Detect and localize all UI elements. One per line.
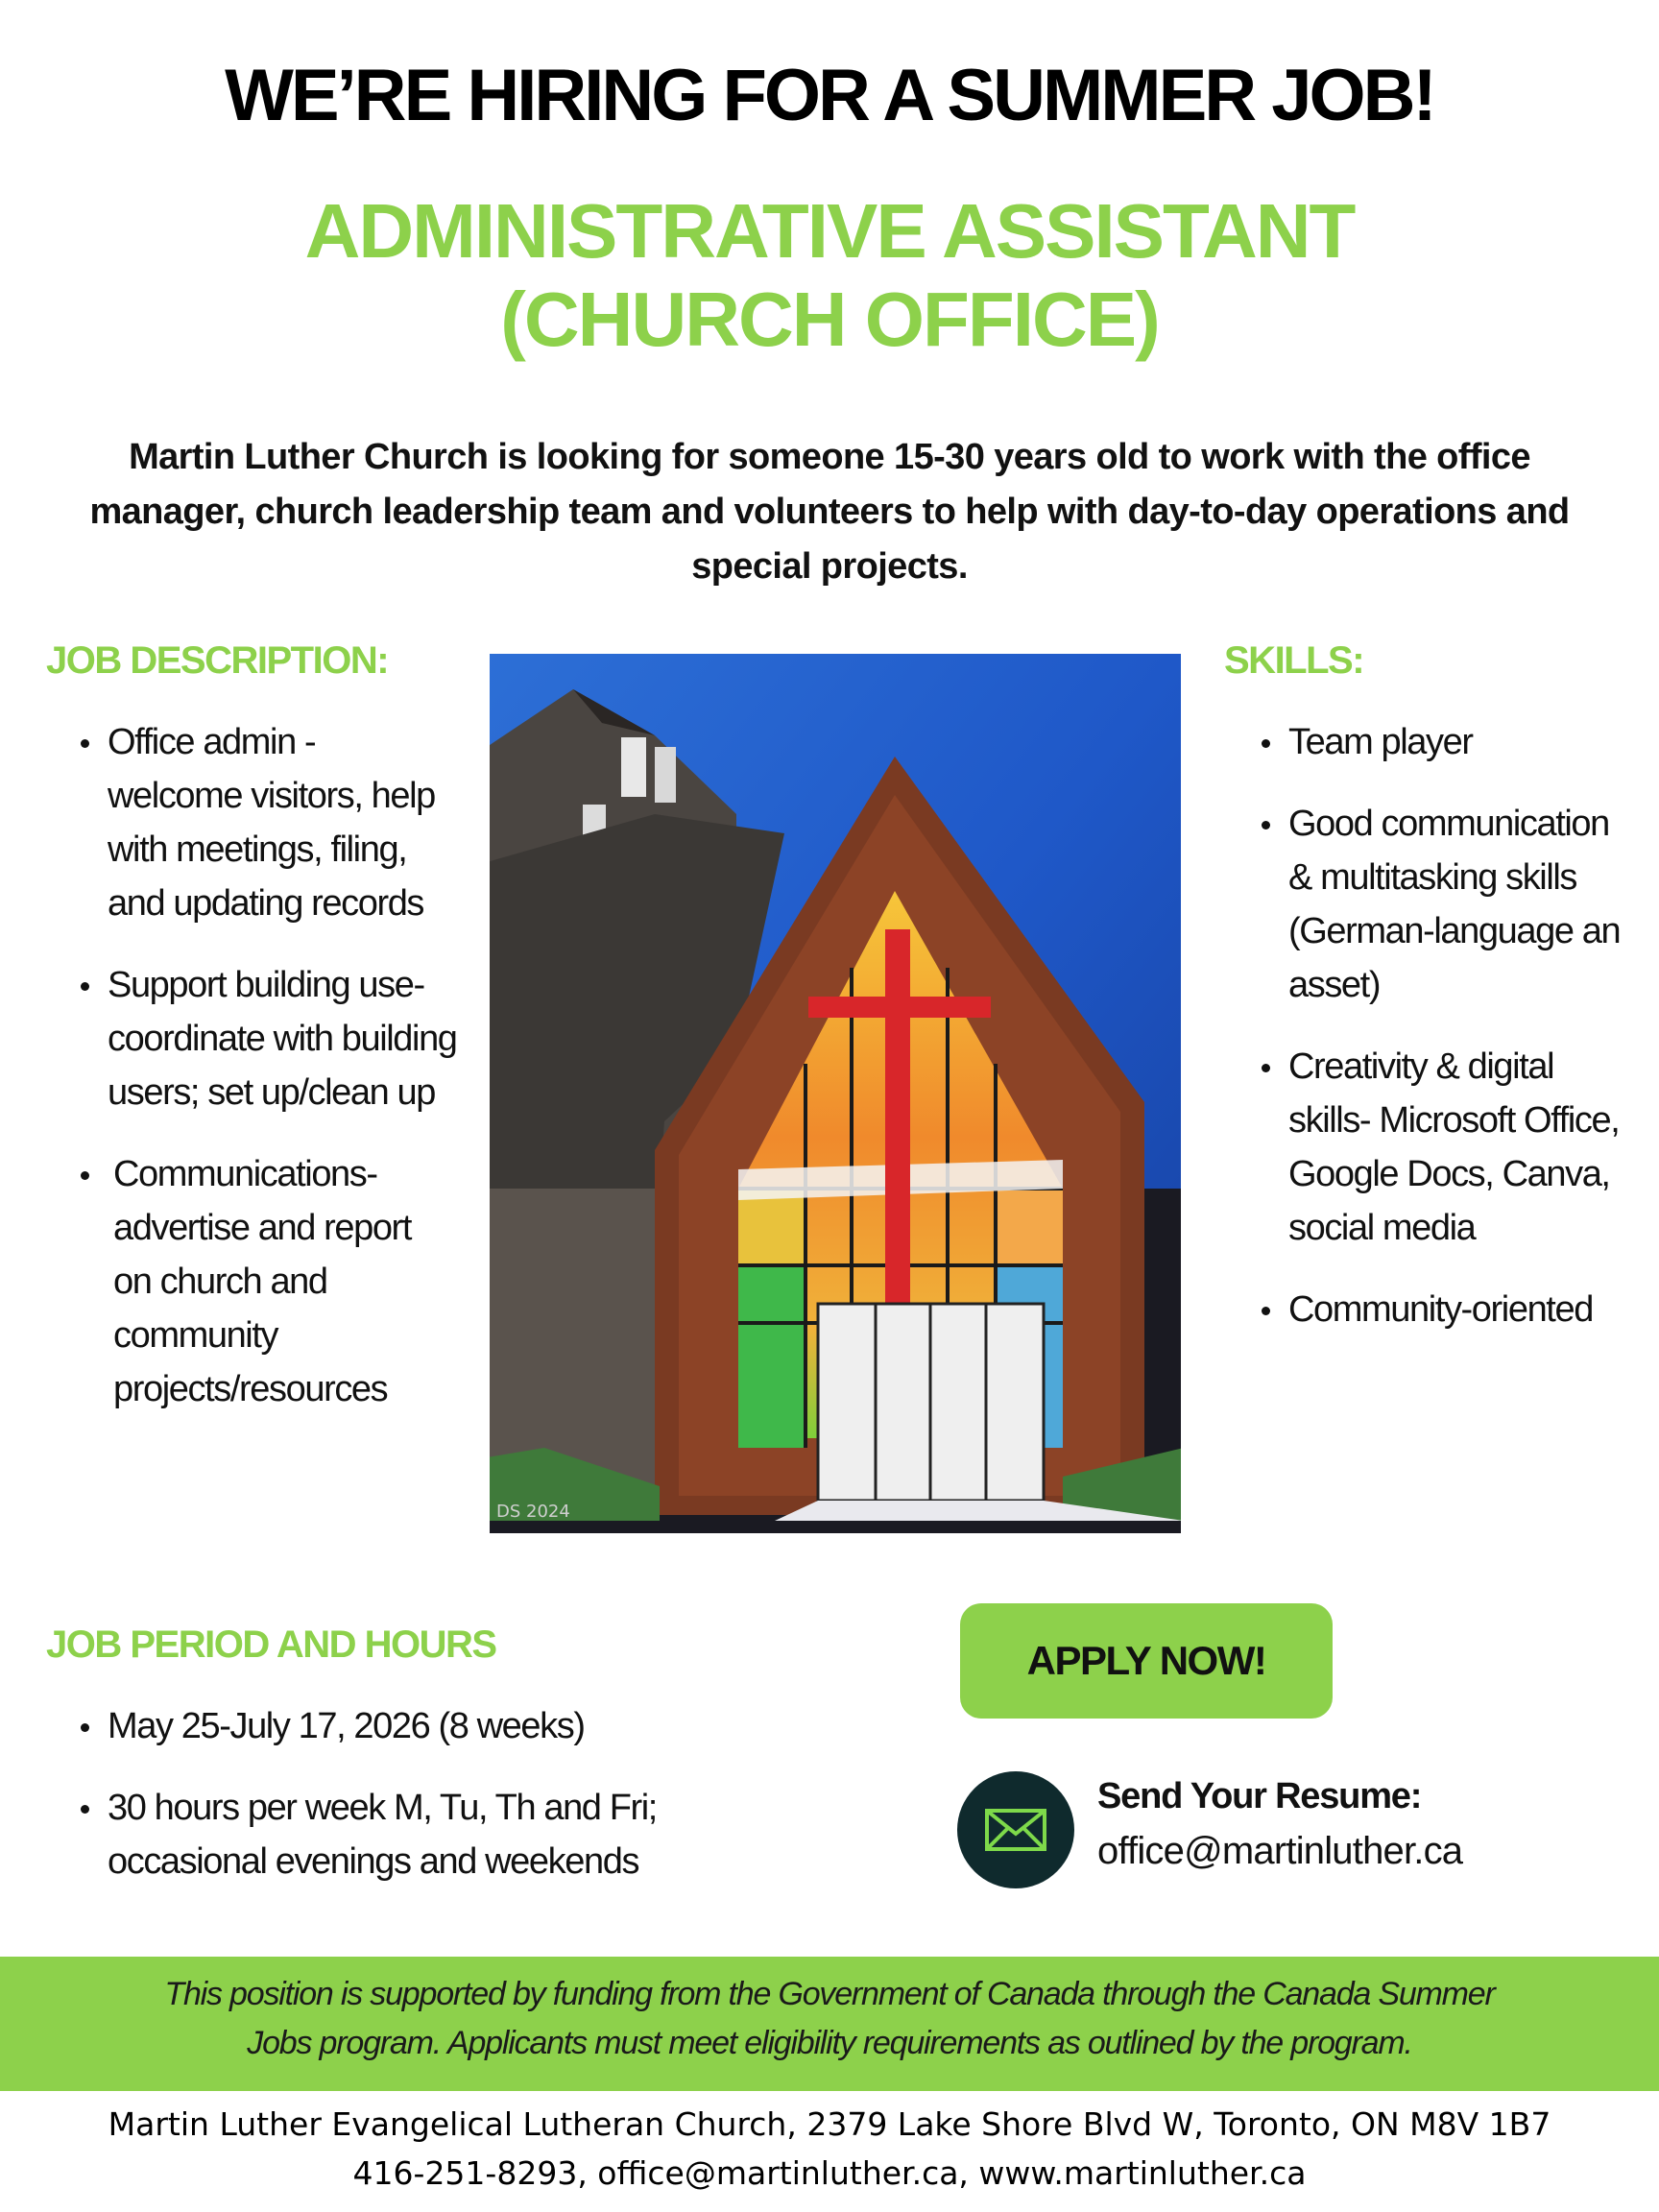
footer-contact: 416-251-8293, office@martinluther.ca, www.martinluther.ca xyxy=(352,2154,1307,2192)
intro-line-2: manager, church leadership team and volunteers to help with day-to-day operations and xyxy=(89,492,1570,532)
job-title xyxy=(0,187,1659,364)
job-title-line-2: (CHURCH OFFICE) xyxy=(500,276,1159,362)
church-painting-illustration xyxy=(487,651,1184,1536)
job-description-heading: JOB DESCRIPTION: xyxy=(46,639,389,682)
tower-window xyxy=(655,747,676,803)
funding-line-2: Jobs program. Applicants must meet eligibility requirements as outlined by the program. xyxy=(247,2025,1412,2061)
skills-heading: SKILLS: xyxy=(1224,639,1364,682)
skills-item: Community-oriented xyxy=(1254,1283,1638,1336)
job-title-line-1: ADMINISTRATIVE ASSISTANT xyxy=(304,188,1355,274)
funding-notice xyxy=(58,1970,1601,2068)
footer-address: Martin Luther Evangelical Lutheran Church, 2379 Lake Shore Blvd W, Toronto, ON M8V 1B7 xyxy=(108,2105,1551,2143)
skills-list xyxy=(1254,715,1638,1364)
hiring-headline: WE’RE HIRING FOR A SUMMER JOB! xyxy=(225,55,1434,136)
intro-line-3: special projects. xyxy=(691,546,968,587)
envelope-icon-glyph xyxy=(985,1809,1046,1851)
job-description-list xyxy=(73,715,457,1444)
job-description-item: Office admin - welcome visitors, help with meetings, filing, and updating records xyxy=(73,715,457,930)
envelope-icon xyxy=(957,1771,1074,1888)
church-painting xyxy=(487,651,1184,1536)
job-description-item: Support building use- coordinate with building users; set up/clean up xyxy=(73,958,457,1119)
intro-line-1: Martin Luther Church is looking for someone 15-30 years old to work with the office xyxy=(129,437,1530,477)
cross xyxy=(885,929,910,1342)
painting-signature: DS 2024 xyxy=(496,1502,570,1522)
funding-notice-band xyxy=(0,1957,1659,2091)
funding-line-1: This position is supported by funding from the Government of Canada through the Canada Summer xyxy=(164,1976,1495,2012)
job-description-item: Communications- advertise and report on church and community projects/resources xyxy=(73,1147,457,1416)
skills-item: Good communication & multitasking skills (German-language an asset) xyxy=(1254,797,1638,1012)
job-period-list xyxy=(73,1699,764,1916)
resume-email-link[interactable]: office@martinluther.ca xyxy=(1097,1830,1463,1872)
send-resume-label: Send Your Resume: xyxy=(1097,1776,1422,1816)
job-period-item: May 25-July 17, 2026 (8 weeks) xyxy=(73,1699,764,1753)
intro-paragraph xyxy=(58,430,1601,594)
job-period-item: 30 hours per week M, Tu, Th and Fri; occasional evenings and weekends xyxy=(73,1781,764,1888)
skills-item: Creativity & digital skills- Microsoft Office, Google Docs, Canva, social media xyxy=(1254,1040,1638,1255)
skills-item: Team player xyxy=(1254,715,1638,769)
apply-now-button[interactable]: APPLY NOW! xyxy=(960,1603,1333,1719)
tower-window xyxy=(621,737,646,797)
job-period-heading: JOB PERIOD AND HOURS xyxy=(46,1623,496,1666)
